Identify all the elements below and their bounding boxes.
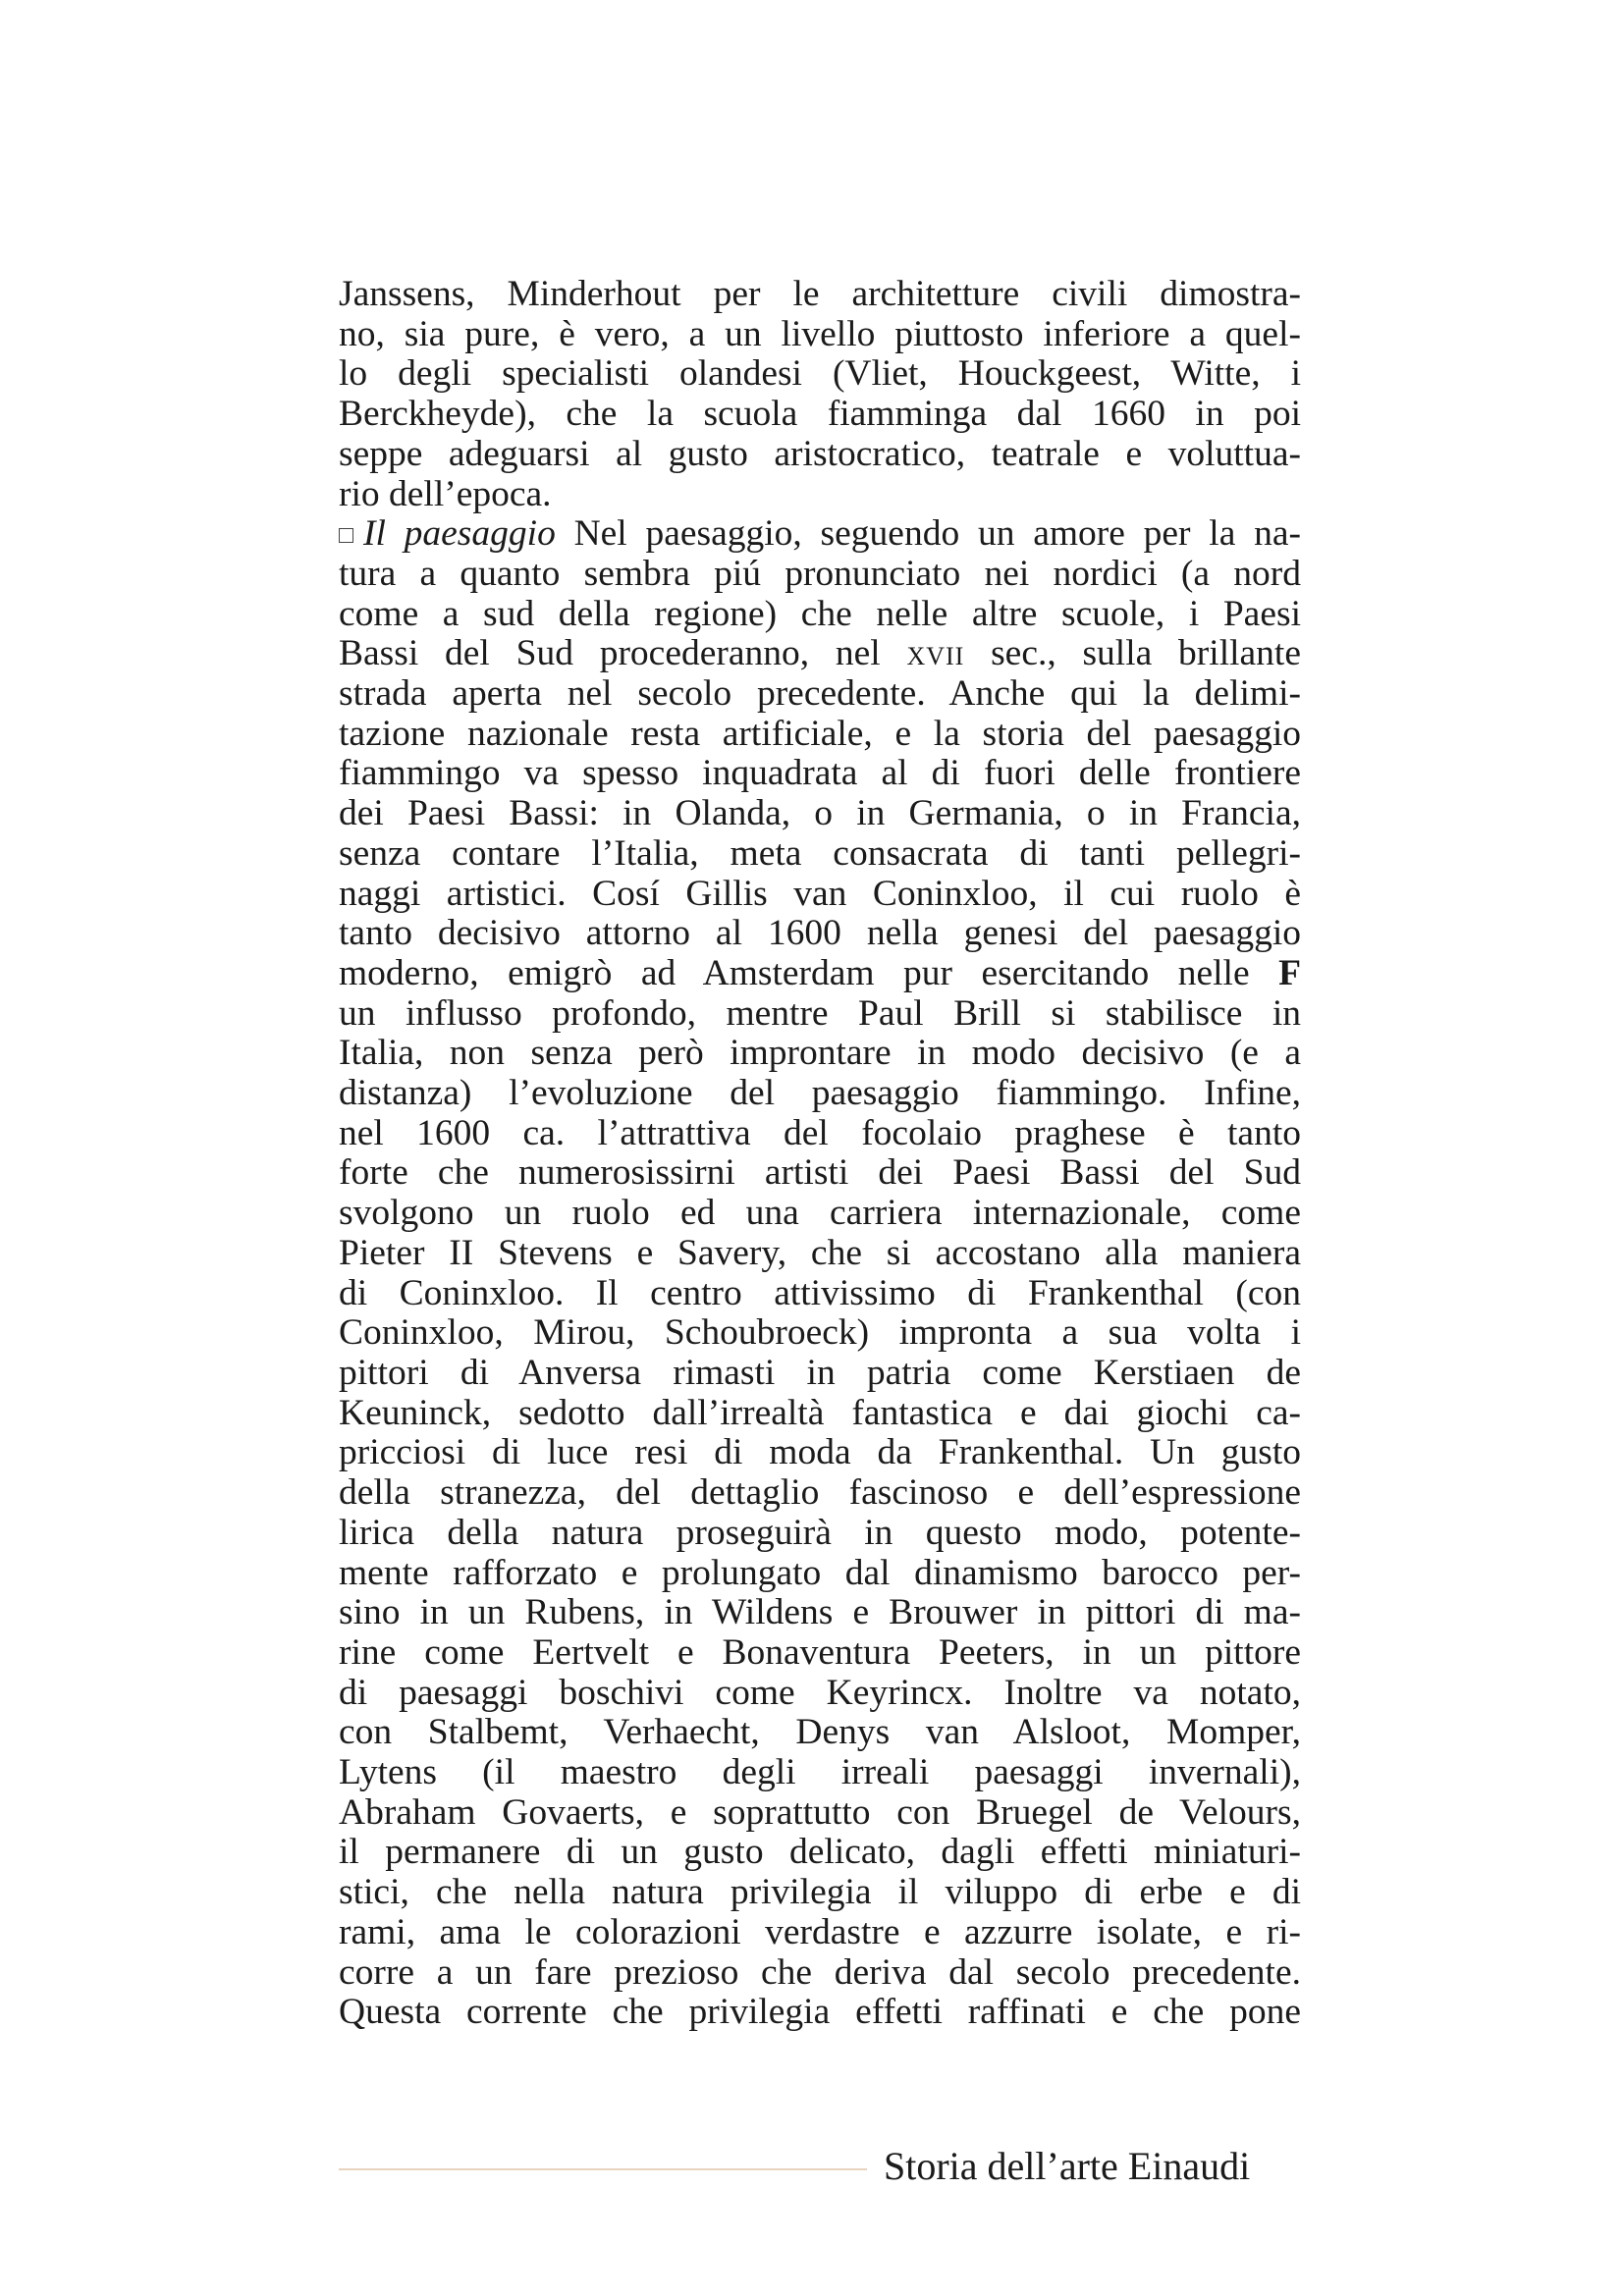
footer-title: Storia dell’arte Einaudi <box>884 2144 1251 2188</box>
text-line: mente rafforzato e prolungato dal dinamismo barocco per- <box>339 1552 1301 1593</box>
footer-divider <box>339 2168 867 2170</box>
text-fragment: Bassi del Sud procederanno, nel <box>339 633 907 674</box>
text-line: naggi artistici. Cosí Gillis van Coninxloo, il cui ruolo è <box>339 873 1301 914</box>
text-line: Questa corrente che privilegia effetti raffinati e che pone <box>339 1992 1301 2033</box>
text-line: rine come Eertvelt e Bonaventura Peeters, in un pittore <box>339 1631 1301 1673</box>
text-line: fiammingo va spesso inquadrata al di fuori delle frontiere <box>339 753 1301 794</box>
text-line: Italia, non senza però improntare in modo decisivo (e a <box>339 1033 1301 1074</box>
text-line: tura a quanto sembra piú pronunciato nei nordici (a nord <box>339 553 1301 594</box>
text-line <box>339 634 1301 674</box>
text-line: tazione nazionale resta artificiale, e la storia del paesaggio <box>339 713 1301 754</box>
text-line: il permanere di un gusto delicato, dagli effetti miniaturi- <box>339 1832 1301 1873</box>
section-first-line <box>339 514 1301 555</box>
text-line: di paesaggi boschivi come Keyrincx. Inoltre va notato, <box>339 1672 1301 1713</box>
text-line <box>339 954 1301 994</box>
text-line: nel 1600 ca. l’attrattiva del focolaio praghese è tanto <box>339 1112 1301 1153</box>
text-line: rio dell’epoca. <box>339 473 552 514</box>
text-fragment: sec., sulla brillante <box>964 633 1301 674</box>
body-text <box>339 275 1301 2033</box>
text-line: tanto decisivo attorno al 1600 nella genesi del paesaggio <box>339 913 1301 954</box>
text-line: seppe adeguarsi al gusto aristocratico, teatrale e voluttua- <box>339 433 1301 474</box>
text-line: Berckheyde), che la scuola fiamminga dal 1660 in poi <box>339 394 1301 435</box>
text-line: pittori di Anversa rimasti in patria come Kerstiaen de <box>339 1352 1301 1393</box>
text-line: stici, che nella natura privilegia il viluppo di erbe e di <box>339 1872 1301 1913</box>
text-line: Coninxloo, Mirou, Schoubroeck) impronta a sua volta i <box>339 1312 1301 1354</box>
flanders-abbreviation: F <box>1278 952 1301 993</box>
text-line: rami, ama le colorazioni verdastre e azzurre isolate, e ri- <box>339 1911 1301 1952</box>
text-line: Keuninck, sedotto dall’irrealtà fantastica e dai giochi ca- <box>339 1392 1301 1433</box>
text-line: della stranezza, del dettaglio fascinoso e dell’espressione <box>339 1472 1301 1514</box>
text-line: Janssens, Minderhout per le architetture civili dimostra- <box>339 274 1301 314</box>
text-line: forte che numerosissirni artisti dei Paesi Bassi del Sud <box>339 1152 1301 1194</box>
text-line: di Coninxloo. Il centro attivissimo di Frankenthal (con <box>339 1272 1301 1313</box>
text-line: un influsso profondo, mentre Paul Brill si stabilisce in <box>339 992 1301 1034</box>
text-line: sino in un Rubens, in Wildens e Brouwer in pittori di ma- <box>339 1592 1301 1633</box>
text-line: lo degli specialisti olandesi (Vliet, Houckgeest, Witte, i <box>339 353 1301 395</box>
section-marker-icon <box>339 528 353 543</box>
section-heading: Il paesaggio <box>363 513 556 555</box>
text-fragment: Nel paesaggio, seguendo un amore per la na- <box>555 513 1301 555</box>
text-line: Pieter II Stevens e Savery, che si accostano alla maniera <box>339 1232 1301 1273</box>
text-line: senza contare l’Italia, meta consacrata di tanti pellegri- <box>339 832 1301 874</box>
text-line: svolgono un ruolo ed una carriera internazionale, come <box>339 1193 1301 1234</box>
text-line: dei Paesi Bassi: in Olanda, o in Germania, o in Francia, <box>339 793 1301 834</box>
text-line: Abraham Govaerts, e soprattutto con Bruegel de Velours, <box>339 1791 1301 1833</box>
text-line: Lytens (il maestro degli irreali paesaggi invernali), <box>339 1752 1301 1793</box>
text-line: no, sia pure, è vero, a un livello piuttosto inferiore a quel- <box>339 313 1301 354</box>
text-line: pricciosi di luce resi di moda da Frankenthal. Un gusto <box>339 1432 1301 1473</box>
text-line: come a sud della regione) che nelle altre scuole, i Paesi <box>339 593 1301 634</box>
text-line: lirica della natura proseguirà in questo modo, potente- <box>339 1512 1301 1553</box>
text-fragment: moderno, emigrò ad Amsterdam pur esercitando nelle <box>339 952 1279 993</box>
century-numeral: xvii <box>906 633 965 674</box>
text-line: distanza) l’evoluzione del paesaggio fiammingo. Infine, <box>339 1073 1301 1114</box>
text-line: strada aperta nel secolo precedente. Anche qui la delimi- <box>339 673 1301 715</box>
text-line: con Stalbemt, Verhaecht, Denys van Alsloot, Momper, <box>339 1712 1301 1753</box>
text-line: corre a un fare prezioso che deriva dal secolo precedente. <box>339 1951 1301 1993</box>
